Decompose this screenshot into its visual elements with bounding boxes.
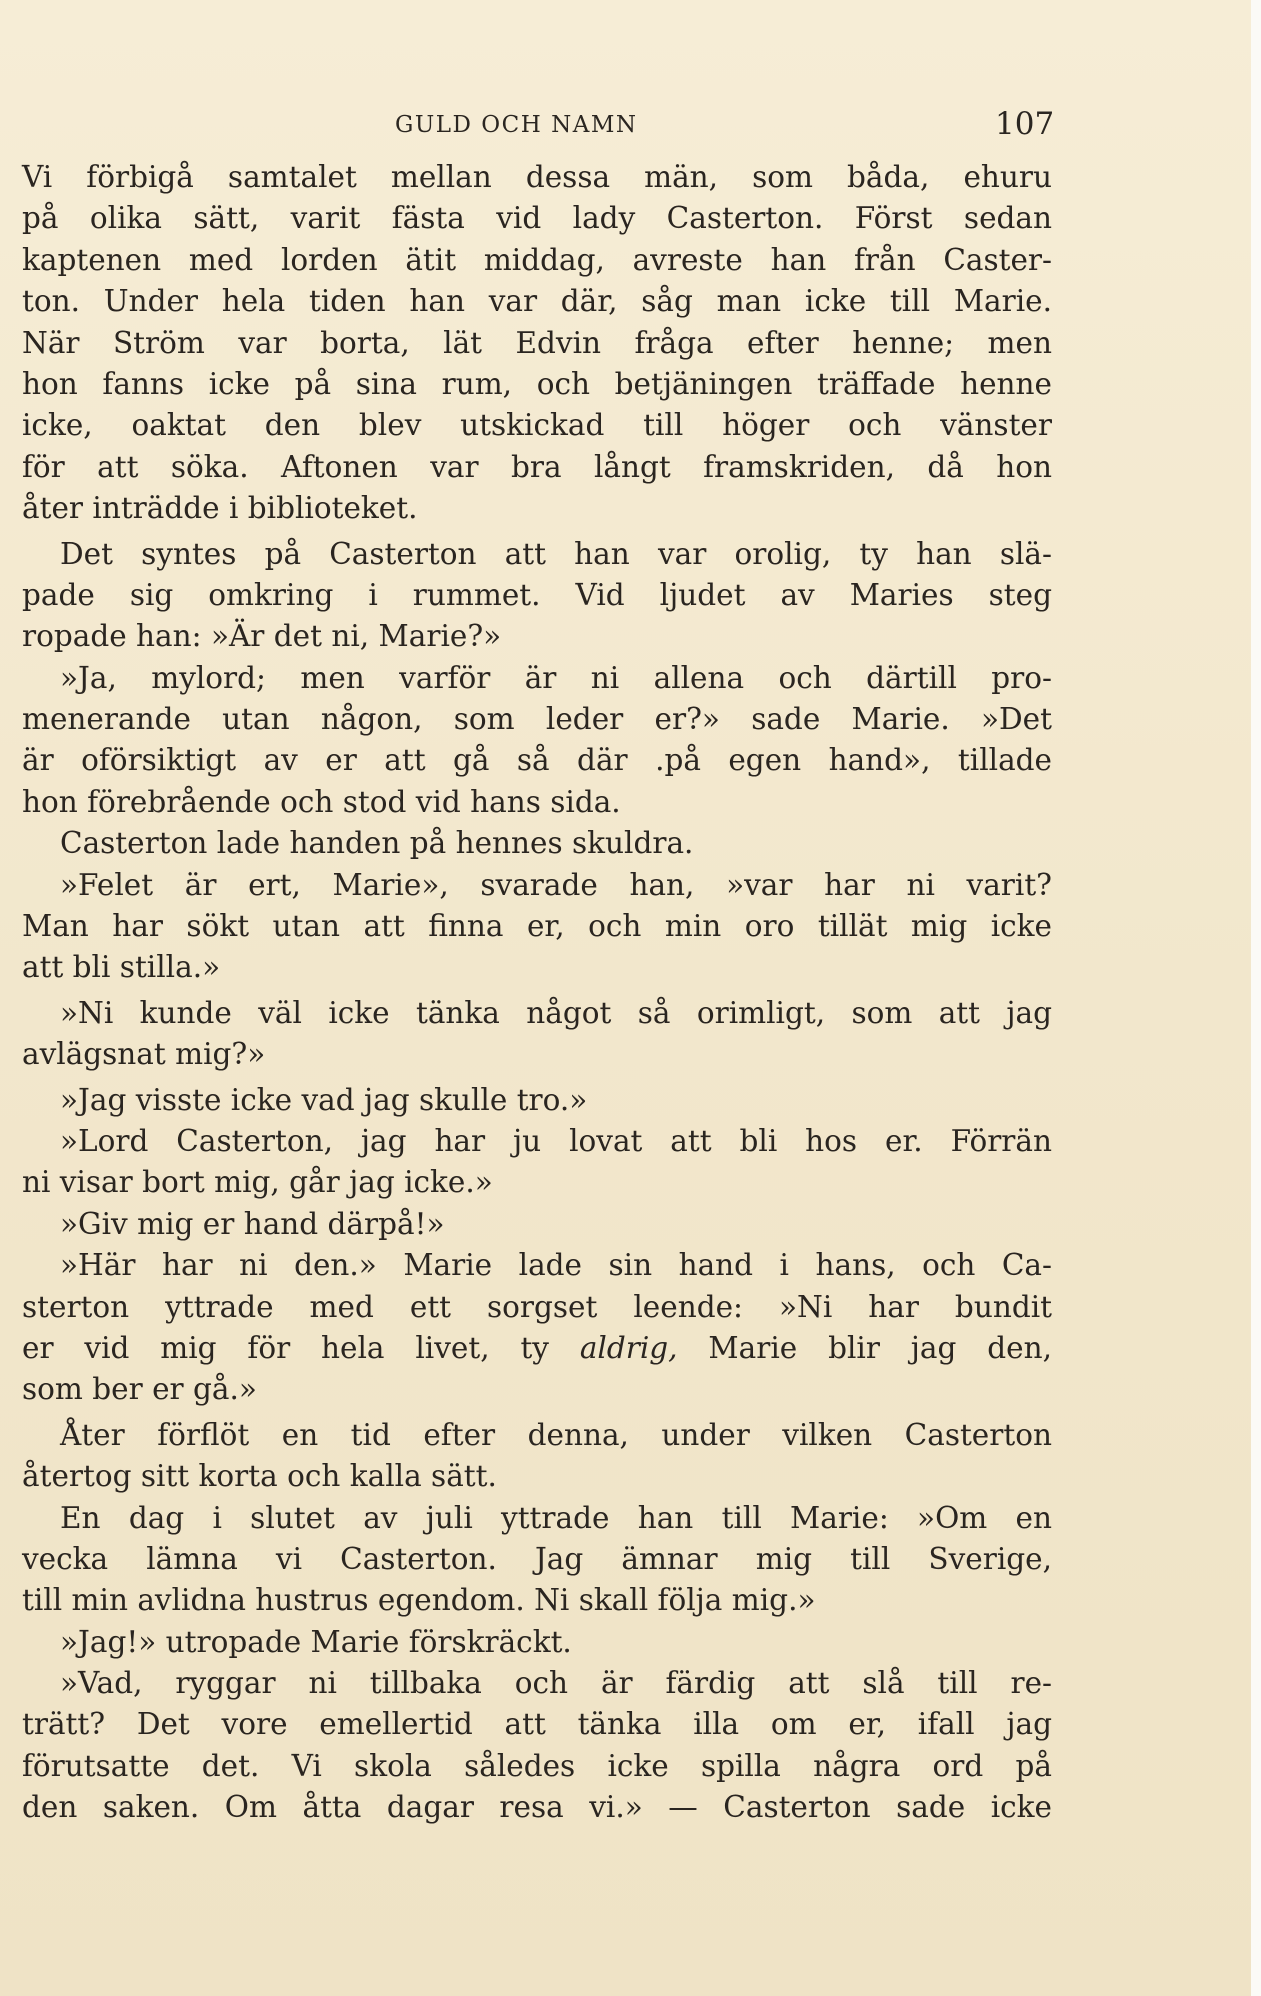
- running-title: GULD OCH NAMN: [395, 112, 638, 138]
- text-line: hon fanns icke på sina rum, och betjäningen träffade henne: [22, 366, 1052, 401]
- text-line: När Ström var borta, lät Edvin fråga efter henne; men: [22, 325, 1052, 360]
- italic-word: aldrig,: [579, 1330, 678, 1365]
- text-line: sterton yttrade med ett sorgset leende: »Ni har bundit: [22, 1289, 1052, 1324]
- text-line: »Vad, ryggar ni tillbaka och är färdig att slå till re-: [60, 1666, 1052, 1701]
- text-line: menerande utan någon, som leder er?» sade Marie. »Det: [22, 702, 1052, 737]
- text-line: Man har sökt utan att finna er, och min oro tillät mig icke: [22, 909, 1052, 944]
- text-line: »Jag visste icke vad jag skulle tro.»: [60, 1082, 588, 1117]
- page-header: [0, 100, 1261, 150]
- text-line: »Giv mig er hand därpå!»: [60, 1206, 445, 1241]
- page-number: 107: [995, 106, 1055, 142]
- text-line: trätt? Det vore emellertid att tänka illa om er, ifall jag: [22, 1707, 1052, 1742]
- text-line: Åter förflöt en tid efter denna, under vilken Casterton: [60, 1417, 1052, 1452]
- text-line: kaptenen med lorden ätit middag, avreste han från Caster-: [22, 242, 1052, 277]
- text-line: hon förebrående och stod vid hans sida.: [22, 784, 621, 819]
- text-line: »Lord Casterton, jag har ju lovat att bli hos er. Förrän: [60, 1123, 1052, 1158]
- text-line: förutsatte det. Vi skola således icke spilla några ord på: [22, 1748, 1052, 1783]
- text-line: är oförsiktigt av er att gå så där .på egen hand», tillade: [22, 743, 1052, 778]
- text-line: åter inträdde i biblioteket.: [22, 491, 418, 526]
- text-line: återtog sitt korta och kalla sätt.: [22, 1459, 497, 1494]
- text-line: den saken. Om åtta dagar resa vi.» — Casterton sade icke: [22, 1790, 1052, 1825]
- text-line: »Här har ni den.» Marie lade sin hand i hans, och Ca-: [60, 1248, 1052, 1283]
- text-line: ton. Under hela tiden han var där, såg man icke till Marie.: [22, 284, 1052, 319]
- text-line: »Ja, mylord; men varför är ni allena och därtill pro-: [60, 660, 1052, 695]
- text-line-mixed: [22, 1328, 1052, 1369]
- text-line: »Jag!» utropade Marie förskräckt.: [60, 1624, 572, 1659]
- body-text: [22, 157, 1052, 1829]
- text-line: »Felet är ert, Marie», svarade han, »var har ni varit?: [60, 867, 1052, 902]
- text-line: Vi förbigå samtalet mellan dessa män, som båda, ehuru: [22, 160, 1052, 194]
- text-line: En dag i slutet av juli yttrade han till Marie: »Om en: [60, 1500, 1052, 1535]
- text-line: Casterton lade handen på hennes skuldra.: [60, 826, 694, 861]
- text-line: ropade han: »Är det ni, Marie?»: [22, 619, 502, 654]
- text-line: »Ni kunde väl icke tänka något så orimligt, som att jag: [60, 995, 1052, 1030]
- text-segment: Marie blir jag den,: [708, 1330, 1052, 1365]
- text-line: icke, oaktat den blev utskickad till höger och vänster: [22, 408, 1052, 443]
- text-line: som ber er gå.»: [22, 1372, 257, 1407]
- text-line: på olika sätt, varit fästa vid lady Casterton. Först sedan: [22, 201, 1052, 236]
- page-edge: [1251, 0, 1261, 1996]
- text-line: för att söka. Aftonen var bra långt framskriden, då hon: [22, 449, 1052, 484]
- text-line: pade sig omkring i rummet. Vid ljudet av Maries steg: [22, 577, 1052, 612]
- text-line: att bli stilla.»: [22, 950, 221, 985]
- text-segment: er vid mig för hela livet, ty: [22, 1330, 549, 1365]
- text-line: vecka lämna vi Casterton. Jag ämnar mig till Sverige,: [22, 1541, 1052, 1576]
- text-line: ni visar bort mig, går jag icke.»: [22, 1165, 493, 1200]
- text-line: avlägsnat mig?»: [22, 1037, 266, 1072]
- text-line: Det syntes på Casterton att han var orolig, ty han slä-: [60, 536, 1052, 571]
- text-line: till min avlidna hustrus egendom. Ni skall följa mig.»: [22, 1583, 816, 1618]
